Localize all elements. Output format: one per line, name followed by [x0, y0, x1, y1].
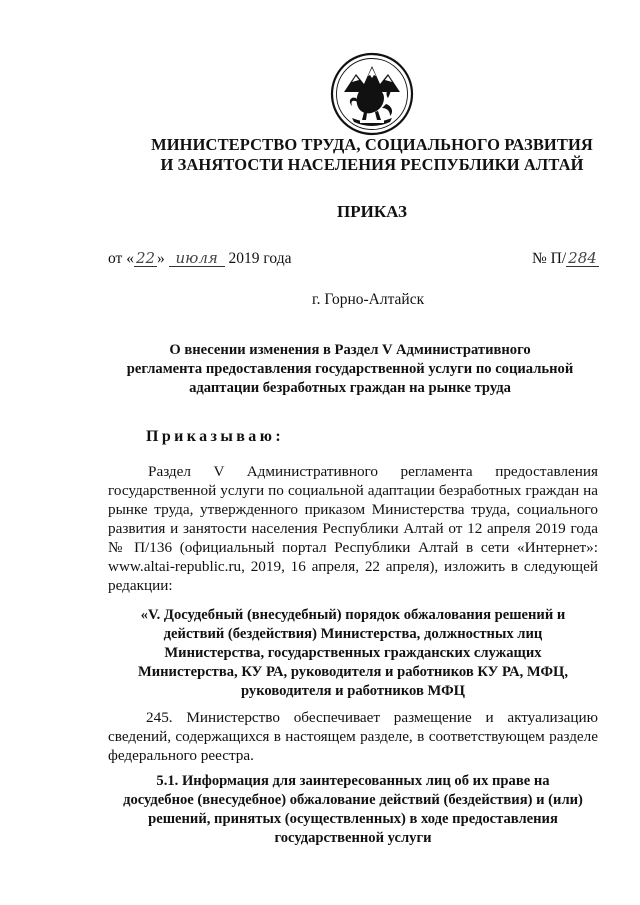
handwritten-number: 284 [568, 249, 597, 267]
paragraph-line: развития и занятости населения Республики Алтай от 12 апреля 2019 года [108, 520, 598, 537]
order-date [108, 250, 291, 268]
paragraph-line: www.altai-republic.ru, 2019, 16 апреля, 22 апреля), изложить в следующей [108, 558, 598, 575]
handwritten-day: 22 [135, 249, 156, 267]
paragraph-245 [108, 708, 598, 765]
paragraph-line: рынке труда, утвержденного приказом Министерства труда, социального [108, 501, 598, 518]
section-v-line-1: «V. Досудебный (внесудебный) порядок обжалования решений и [140, 607, 566, 623]
subject-line-2: регламента предоставления государственной услуги по социальной [126, 361, 574, 377]
order-subject [110, 341, 590, 398]
section-v-heading [108, 606, 598, 701]
paragraph-line: № П/136 (официальный портал Республики Алтай в сети «Интернет»: [108, 539, 598, 556]
ministry-line-2: И ЗАНЯТОСТИ НАСЕЛЕНИЯ РЕСПУБЛИКИ АЛТАЙ [160, 155, 584, 174]
subsection-line-3: решений, принятых (осуществленных) в ходе предоставления [148, 811, 558, 827]
paragraph-line: федерального реестра. [108, 747, 254, 764]
ministry-header [100, 135, 640, 175]
paragraph-line: редакции: [108, 577, 173, 594]
subject-line-1: О внесении изменения в Раздел V Административного [169, 342, 531, 358]
paragraph-line: сведений, содержащихся в настоящем разделе, в соответствующем разделе [108, 728, 598, 745]
prikazyvayu-heading: Приказываю: [146, 428, 285, 445]
subsection-line-4: государственной услуги [274, 830, 432, 846]
order-number [532, 250, 599, 268]
paragraph-line: 245. Министерство обеспечивает размещение и актуализацию [146, 709, 598, 726]
order-title: ПРИКАЗ [337, 202, 407, 221]
paragraph-line: Раздел V Административного регламента предоставления [148, 463, 598, 480]
paragraph-section-v-amendment [108, 462, 598, 595]
date-mid: » [157, 250, 165, 267]
date-suffix: 2019 года [228, 250, 292, 267]
handwritten-month: июля [169, 250, 225, 267]
section-v-line-2: действий (бездействия) Министерства, должностных лиц [163, 626, 543, 642]
coat-of-arms-emblem [330, 52, 414, 136]
number-prefix: № П/ [532, 250, 567, 267]
ministry-line-1: МИНИСТЕРСТВО ТРУДА, СОЦИАЛЬНОГО РАЗВИТИЯ [151, 135, 593, 154]
city: г. Горно-Алтайск [312, 291, 425, 308]
subsection-line-1: 5.1. Информация для заинтересованных лиц об их праве на [156, 773, 550, 789]
section-v-line-3: Министерства, государственных гражданских служащих [164, 645, 542, 661]
subsection-5-1-heading [108, 772, 598, 848]
section-v-line-5: руководителя и работников МФЦ [240, 683, 465, 699]
section-v-line-4: Министерства, КУ РА, руководителя и работников КУ РА, МФЦ, [137, 664, 569, 680]
paragraph-line: государственной услуги по социальной адаптации безработных граждан на [108, 482, 598, 499]
subsection-line-2: досудебное (внесудебное) обжалование действий (бездействия) и (или) [123, 792, 583, 808]
date-prefix: от « [108, 250, 134, 267]
subject-line-3: адаптации безработных граждан на рынке труда [189, 380, 511, 396]
